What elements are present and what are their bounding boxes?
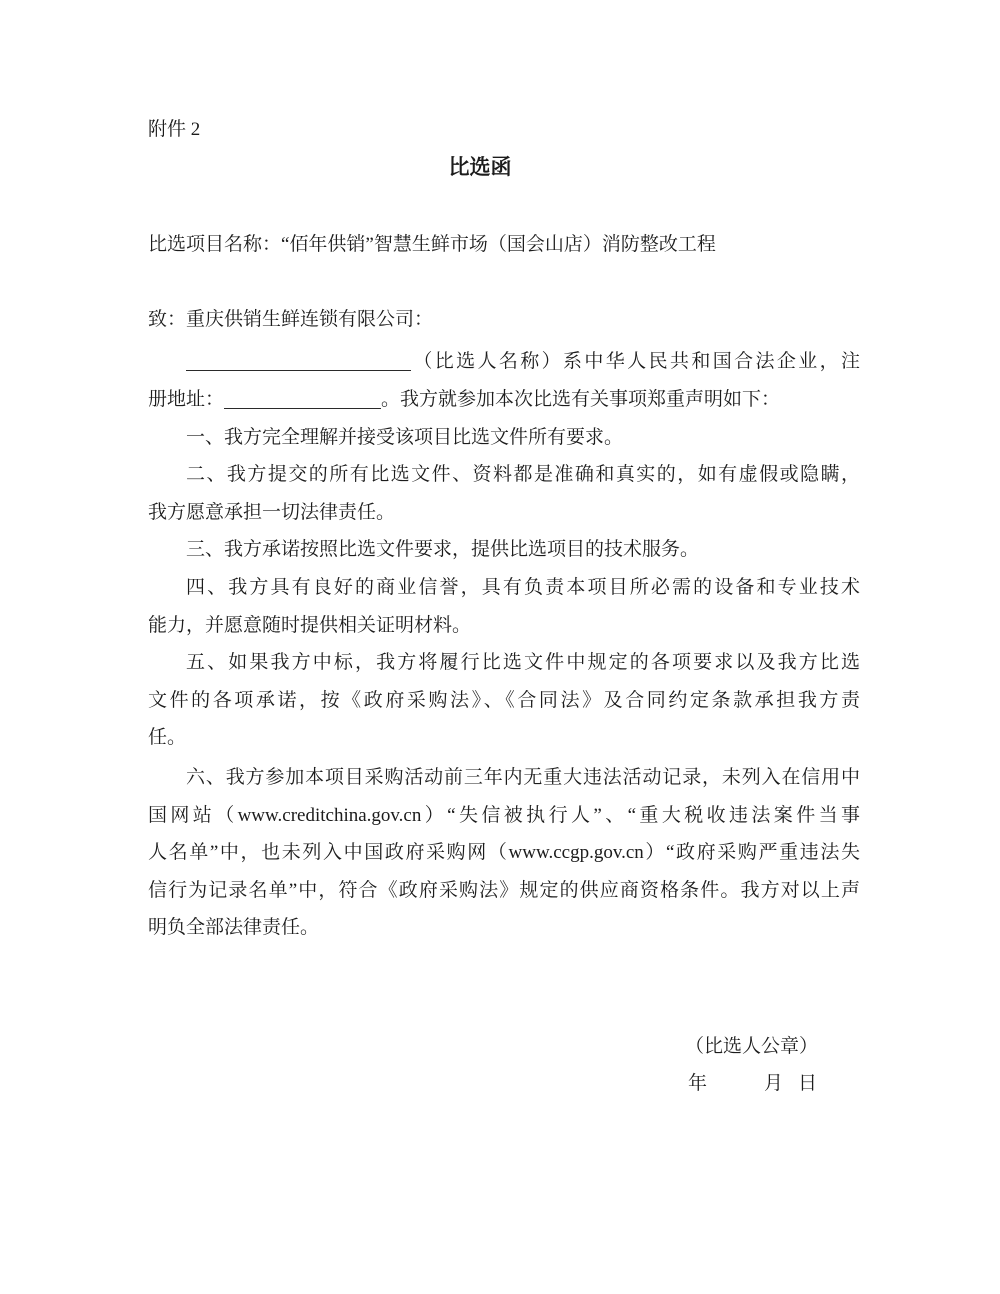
date-line (688, 1065, 860, 1103)
intro-line-bidder (148, 343, 860, 381)
signature-block (148, 1028, 860, 1103)
bidder-name-hint: （比选人名称）系中华人民共和国合法企业，注 (411, 351, 860, 373)
clause-4-line: 四、我方具有良好的商业信誉，具有负责本项目所必需的设备和专业技术 (186, 576, 860, 598)
clause-5-line: 文件的各项承诺，按《政府采购法》、《合同法》及合同约定条款承担我方责 (148, 689, 860, 711)
project-name-line: 比选项目名称：“佰年供销”智慧生鲜市场（国会山店）消防整改工程 (148, 234, 716, 256)
address-label: 册地址： (148, 388, 225, 410)
clause-2-line: 我方愿意承担一切法律责任。 (148, 501, 396, 523)
clause-5-line: 五、如果我方中标，我方将履行比选文件中规定的各项要求以及我方比选 (186, 652, 860, 674)
clause-6-line: 国网站（www.creditchina.gov.cn）“失信被执行人”、“重大税收违法案件当事 (148, 804, 860, 826)
page-title: 比选函 (448, 154, 512, 179)
attachment-label: 附件 2 (148, 119, 201, 140)
clause-1-line: 一、我方完全理解并接受该项目比选文件所有要求。 (186, 426, 624, 448)
bidder-name-blank (186, 350, 411, 371)
addressee-line: 致：重庆供销生鲜连锁有限公司： (148, 308, 434, 330)
declaration-lead: 。我方就参加本次比选有关事项郑重声明如下： (381, 388, 781, 410)
clause-6-line: 信行为记录名单”中，符合《政府采购法》规定的供应商资格条件。我方对以上声 (148, 879, 860, 901)
month-label: 月 (764, 1073, 784, 1095)
clause-6-line: 人名单”中，也未列入中国政府采购网（www.ccgp.gov.cn）“政府采购严重违法失 (148, 842, 860, 864)
clause-6-line: 六、我方参加本项目采购活动前三年内无重大违法活动记录，未列入在信用中 (186, 766, 860, 788)
clause-6-line: 明负全部法律责任。 (148, 917, 320, 939)
clause-4-line: 能力，并愿意随时提供相关证明材料。 (148, 614, 472, 636)
address-blank (224, 388, 381, 409)
clause-3-line: 三、我方承诺按照比选文件要求，提供比选项目的技术服务。 (186, 539, 700, 561)
year-label: 年 (688, 1073, 708, 1095)
intro-line-address (148, 381, 860, 419)
bidder-seal-label: （比选人公章） (685, 1035, 819, 1057)
clause-2-line: 二、我方提交的所有比选文件、资料都是准确和真实的，如有虚假或隐瞒， (186, 464, 860, 486)
clause-5-line: 任。 (148, 727, 187, 749)
day-label: 日 (798, 1073, 818, 1095)
